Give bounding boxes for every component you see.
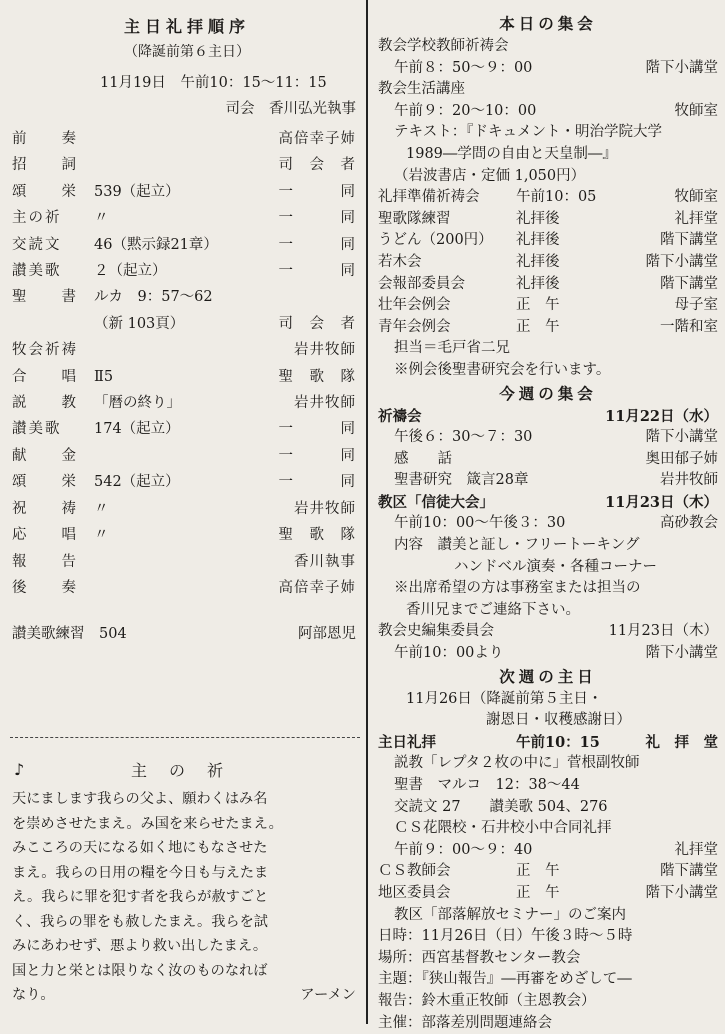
- today-row: [378, 230, 718, 252]
- order-item: 招 詞: [12, 157, 78, 174]
- week-row: [378, 492, 718, 514]
- order-person: 香川執事: [294, 553, 356, 570]
- next-sunday-list: [378, 689, 718, 1034]
- order-detail: （新 103頁）: [94, 315, 185, 332]
- week-row: [378, 557, 718, 579]
- next-row: [378, 797, 718, 819]
- order-row: [12, 364, 362, 390]
- order-item: [12, 311, 94, 337]
- order-row: [12, 205, 362, 231]
- next-row: [378, 818, 718, 840]
- today-label: （岩波書店・定価 1,050円）: [394, 167, 586, 184]
- next-row: [378, 732, 718, 754]
- next-row: [378, 926, 718, 948]
- today-time: 礼拝後: [516, 275, 560, 292]
- today-row: [378, 79, 718, 101]
- week-label: 午後６：30～７：30: [394, 429, 533, 446]
- order-item: 聖 書: [12, 289, 78, 306]
- week-place: 階下小講堂: [645, 645, 718, 662]
- order-row: [12, 284, 362, 310]
- worship-order-subtitle: （降誕前第６主日）: [124, 44, 250, 60]
- next-label: ＣＳ花隈校・石井校小中合同礼拝: [394, 820, 612, 837]
- today-label: 1989―学問の自由と天皇制―』: [406, 145, 617, 162]
- next-label: 聖書 マルコ 12：38～44: [394, 777, 580, 793]
- order-person: 一 同: [278, 474, 356, 491]
- order-row: [12, 337, 362, 363]
- today-gatherings-title: 本日の集会: [499, 14, 597, 33]
- order-row: [12, 179, 362, 205]
- week-label: 午前10：00～午後３：30: [394, 515, 566, 532]
- today-place: 階下小講堂: [645, 253, 718, 270]
- today-row: [378, 209, 718, 231]
- today-place: 礼拝堂: [674, 210, 718, 227]
- next-label: 午前９：00～９：40: [394, 841, 533, 858]
- today-row: [378, 36, 718, 58]
- order-item: 讃美歌: [12, 263, 62, 280]
- order-detail: [94, 549, 254, 575]
- prayer-line: を崇めさせたまえ。み国を来らせたまえ。: [12, 815, 283, 832]
- order-person: 一 同: [278, 183, 356, 200]
- order-person: 岩井牧師: [294, 500, 356, 517]
- order-row: [12, 575, 362, 601]
- week-place: 11月22日（水）: [605, 407, 718, 425]
- next-place: 階下小講堂: [645, 884, 718, 901]
- today-row: [378, 252, 718, 274]
- today-label: 若木会: [378, 253, 422, 270]
- today-label: 会報部委員会: [378, 275, 465, 292]
- week-place: 高砂教会: [660, 515, 718, 532]
- order-detail: [94, 443, 254, 469]
- week-row: [378, 427, 718, 449]
- order-person: 聖 歌 隊: [278, 527, 356, 544]
- order-item: 頌 栄: [12, 474, 78, 491]
- next-label: 地区委員会: [378, 884, 451, 901]
- order-detail: 46（黙示録21章）: [94, 236, 218, 253]
- next-time: 午前10：15: [516, 733, 600, 751]
- order-detail: [94, 126, 254, 152]
- order-item: 讃美歌: [12, 421, 62, 438]
- today-label: 教会学校教師祈祷会: [378, 38, 509, 54]
- week-label: 祈禱会: [378, 407, 422, 425]
- week-row: [378, 406, 718, 428]
- order-person: [254, 284, 356, 310]
- order-item: 応 唱: [12, 527, 78, 544]
- order-person: 高倍幸子姉: [278, 131, 356, 147]
- order-row: [12, 390, 362, 416]
- order-detail: [94, 152, 254, 178]
- today-place: 牧師室: [674, 102, 718, 119]
- order-row: [12, 496, 362, 522]
- order-detail: 「暦の終り」: [94, 395, 181, 412]
- order-person: 一 同: [278, 263, 356, 280]
- lords-prayer-section: [12, 742, 362, 1008]
- today-label: 午前８：50～９：00: [394, 59, 533, 76]
- today-row: [378, 101, 718, 123]
- today-row: [378, 360, 718, 382]
- order-detail: ルカ 9：57～62: [94, 289, 213, 306]
- next-row: [378, 689, 718, 711]
- next-label: 交読文 27 讃美歌 504、276: [394, 798, 608, 815]
- week-gatherings-list: [378, 406, 718, 665]
- prayer-line: みにあわせず、悪より救い出したまえ。: [12, 938, 268, 954]
- next-time: 正 午: [516, 884, 560, 901]
- order-detail: 174（起立）: [94, 421, 180, 438]
- prayer-line: みこころの天になる如く地にもなさせた: [12, 840, 268, 856]
- week-label: 香川兄までご連絡下さい。: [406, 601, 580, 618]
- order-item: 交読文: [12, 236, 62, 253]
- week-label: 午前10：00より: [394, 645, 504, 662]
- today-label: 教会生活講座: [378, 81, 465, 98]
- today-label: 聖歌隊練習: [378, 210, 451, 227]
- today-label: 青年会例会: [378, 318, 451, 335]
- next-row: [378, 948, 718, 970]
- order-detail: Ⅱ5: [94, 368, 114, 385]
- prayer-line: まえ。我らの日用の糧を今日も与えたま: [12, 864, 269, 881]
- worship-order-title: 主日礼拝順序: [123, 17, 250, 36]
- week-label: 教会史編集委員会: [378, 623, 494, 640]
- next-label: 謝恩日・収穫感謝日）: [486, 712, 631, 729]
- week-row: [378, 535, 718, 557]
- next-label: 11月26日（降誕前第５主日・: [406, 690, 603, 707]
- gatherings-column: [378, 12, 718, 1034]
- music-note-icon: ♪: [14, 760, 25, 779]
- order-item: 献 金: [12, 447, 78, 464]
- order-row: [12, 126, 362, 152]
- order-of-service: [12, 126, 362, 601]
- week-row: [378, 449, 718, 471]
- next-label: 場所：西宮基督教センター教会: [378, 949, 581, 966]
- next-label: 主催：部落差別問題連絡会: [378, 1014, 552, 1031]
- order-detail: 539（起立）: [94, 183, 180, 200]
- hymn-practice: [12, 621, 362, 647]
- order-detail: 〃: [94, 210, 109, 227]
- today-label: 担当＝毛戸省二兄: [394, 340, 510, 357]
- order-detail: [94, 337, 254, 363]
- order-person: 一 同: [278, 447, 356, 464]
- next-label: 主日礼拝: [378, 733, 436, 751]
- week-row: [378, 621, 718, 643]
- week-row: [378, 513, 718, 535]
- today-place: 階下講堂: [660, 232, 718, 249]
- today-place: 牧師室: [674, 189, 718, 206]
- week-row: [378, 578, 718, 600]
- today-row: [378, 122, 718, 144]
- order-row: [12, 152, 362, 178]
- order-item: 説 教: [12, 395, 78, 412]
- order-person: 一 同: [278, 421, 356, 438]
- week-row: [378, 600, 718, 622]
- next-time: 正 午: [516, 863, 560, 880]
- order-row: [12, 311, 362, 337]
- week-place: 奥田郁子姉: [645, 450, 718, 467]
- week-place: 11月23日（木）: [605, 493, 718, 511]
- week-label: 聖書研究 箴言28章: [394, 472, 529, 489]
- today-time: 正 午: [516, 297, 560, 314]
- week-row: [378, 643, 718, 665]
- today-label: テキスト：『ドキュメント・明治学院大学: [394, 124, 662, 141]
- today-time: 礼拝後: [516, 210, 560, 227]
- order-detail: 〃: [94, 500, 109, 517]
- next-row: [378, 775, 718, 797]
- week-label: 教区「信徒大会」: [378, 493, 494, 511]
- order-item: 報 告: [12, 553, 78, 570]
- today-row: [378, 144, 718, 166]
- today-label: 壮年会例会: [378, 297, 451, 314]
- order-item: 合 唱: [12, 368, 78, 385]
- today-row: [378, 166, 718, 188]
- week-label: 内容 讃美と証し・フリートーキング: [394, 537, 640, 554]
- order-row: [12, 549, 362, 575]
- week-label: 感 話: [394, 450, 452, 467]
- order-detail: ２（起立）: [94, 263, 167, 280]
- worship-presider: 司会 香川弘光執事: [225, 100, 356, 117]
- lords-prayer-title: 主の祈: [130, 761, 245, 780]
- order-detail: 542（起立）: [94, 474, 180, 491]
- order-person: 聖 歌 隊: [278, 368, 356, 385]
- lords-prayer-header: [12, 758, 362, 781]
- order-item: 前 奏: [12, 131, 78, 147]
- order-row: [12, 416, 362, 442]
- order-item: 祝 祷: [12, 500, 78, 517]
- order-person: 高倍幸子姉: [278, 579, 356, 596]
- today-place: 階下小講堂: [645, 59, 718, 76]
- next-label: 教区「部落解放セミナー」のご案内: [394, 906, 626, 923]
- prayer-line: 国と力と栄とは限りなく汝のものなれば: [12, 962, 268, 979]
- today-row: [378, 317, 718, 339]
- next-row: [378, 1013, 718, 1034]
- week-gatherings-title: 今週の集会: [499, 383, 597, 403]
- today-row: [378, 295, 718, 317]
- order-person: 一 同: [278, 210, 356, 227]
- order-item: 牧会祈祷: [12, 342, 78, 359]
- next-row: [378, 969, 718, 991]
- next-row: [378, 710, 718, 732]
- next-label: ＣＳ教師会: [378, 863, 451, 880]
- order-row: [12, 469, 362, 495]
- today-label: 午前９：20～10：00: [394, 102, 537, 119]
- order-row: [12, 258, 362, 284]
- next-label: 説教「レプタ２枚の中に」菅根副牧師: [394, 755, 640, 772]
- order-person: 岩井牧師: [294, 342, 356, 359]
- today-label: うどん（200円）: [378, 232, 493, 249]
- week-place: 11月23日（木）: [608, 623, 718, 640]
- today-row: [378, 274, 718, 296]
- order-row: [12, 232, 362, 258]
- lords-prayer-text: [12, 787, 362, 1008]
- today-place: 階下講堂: [660, 275, 718, 292]
- week-label: ※出席希望の方は事務室または担当の: [394, 580, 641, 597]
- next-label: 主題：『狭山報告』―再審をめざして―: [378, 971, 632, 988]
- next-place: 礼拝堂: [674, 841, 718, 858]
- week-place: 岩井牧師: [660, 472, 718, 489]
- hymn-practice-label: 讃美歌練習 504: [12, 626, 127, 643]
- prayer-line: 天にまします我らの父よ、願わくはみ名: [12, 791, 268, 807]
- week-place: 階下小講堂: [645, 429, 718, 446]
- today-time: 礼拝後: [516, 253, 560, 270]
- today-label: ※例会後聖書研究会を行います。: [394, 361, 611, 378]
- order-person: 岩井牧師: [294, 395, 356, 412]
- next-label: 日時：11月26日（日）午後３時～５時: [378, 928, 633, 945]
- order-person: 司 会 者: [278, 157, 356, 174]
- prayer-line: [12, 983, 362, 1008]
- order-item: 後 奏: [12, 579, 78, 596]
- next-place: 階下講堂: [660, 863, 718, 880]
- prayer-line: く、我らの罪をも赦したまえ。我らを試: [12, 913, 268, 930]
- amen-text: アーメン: [300, 987, 356, 1003]
- worship-date-time: 11月19日 午前10：15～11：15: [100, 75, 327, 91]
- next-row: [378, 883, 718, 905]
- prayer-line-text: なり。: [12, 987, 55, 1003]
- today-row: [378, 58, 718, 80]
- today-place: 母子室: [674, 297, 718, 314]
- next-row: [378, 905, 718, 927]
- order-person: 一 同: [278, 236, 356, 253]
- next-sunday-title: 次週の主日: [499, 666, 597, 686]
- order-row: [12, 522, 362, 548]
- today-time: 正 午: [516, 318, 560, 335]
- today-label: 礼拝準備祈祷会: [378, 189, 480, 206]
- today-row: [378, 187, 718, 209]
- order-item: 頌 栄: [12, 183, 78, 200]
- today-time: 午前10：05: [516, 189, 597, 206]
- column-divider: [366, 0, 368, 1024]
- week-label: ハンドベル演奏・各種コーナー: [454, 558, 657, 575]
- today-place: 一階和室: [660, 318, 718, 335]
- next-label: 報告：鈴木重正牧師（主恩教会）: [378, 992, 596, 1009]
- worship-order-column: [12, 12, 362, 648]
- today-row: [378, 338, 718, 360]
- next-row: [378, 991, 718, 1013]
- order-person: 司 会 者: [278, 315, 356, 332]
- today-time: 礼拝後: [516, 232, 560, 249]
- order-detail: [94, 575, 254, 601]
- hymn-practice-person: 阿部恩児: [298, 626, 356, 643]
- order-item: 主の祈: [12, 210, 62, 227]
- next-row: [378, 753, 718, 775]
- next-row: [378, 861, 718, 883]
- prayer-line: え。我らに罪を犯す者を我らが赦すごと: [12, 889, 269, 905]
- section-divider: [10, 737, 360, 738]
- week-row: [378, 470, 718, 492]
- order-row: [12, 443, 362, 469]
- next-row: [378, 840, 718, 862]
- next-place: 礼 拝 堂: [645, 733, 718, 751]
- order-detail: 〃: [94, 527, 109, 544]
- today-gatherings-list: [378, 36, 718, 382]
